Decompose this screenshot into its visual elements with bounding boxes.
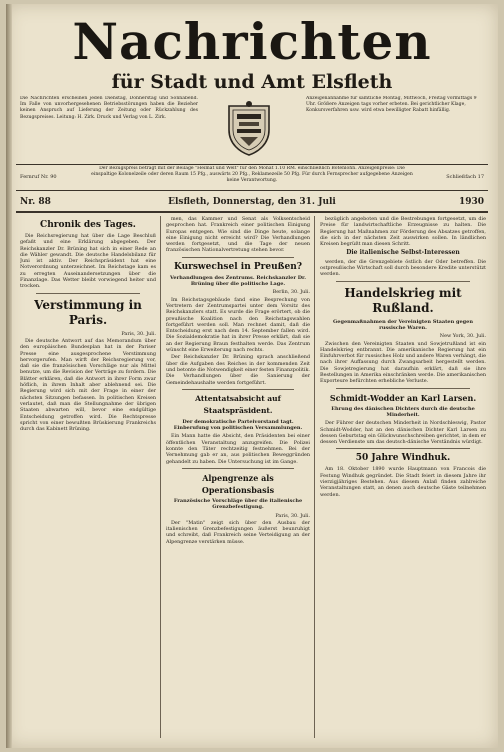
- article-heading: Handelskrieg mit Rußland.: [344, 285, 462, 315]
- article-heading: Verstimmung in Paris.: [34, 297, 142, 327]
- article-divider: [36, 293, 140, 294]
- article-text: werden, der die Grenzgebiete östlich der Oder betreffen. Die ostpreußische Wirtschaft soll durch besondere Kredite unterstützt werden.: [320, 258, 486, 278]
- article-divider: [336, 388, 470, 389]
- masthead-subtitle: für Stadt und Amt Elsfleth: [111, 71, 393, 93]
- article-heading: Chronik des Tages.: [40, 220, 136, 230]
- article-text: Am 18. Oktober 1890 wurde Hauptmann von Francois die Festung Windhuk gegründet. Die Stadt feiert in diesem Jahre ihr vierzigjähriges Bestehen. Aus diesem Anlaß finden zahlreiche Veranstaltungen statt, an denen auch deutsche Gäste teilnehmen werden.: [320, 466, 486, 498]
- issue-year: 1930: [458, 197, 484, 207]
- article-divider: [182, 257, 294, 258]
- article-text: Ein Mann hatte die Absicht, den Präsidenten bei einer öffentlichen Veranstaltung anzugreifen. Die Polizei konnte den Täter rechtzeitig festnehmen. Bei der Vernehmung gab er an, aus politischen Beweggründen gehandelt zu haben. Die Untersuchung ist im Gange.: [166, 433, 310, 465]
- issue-number: Nr. 88: [20, 197, 51, 207]
- dateline: [20, 194, 484, 210]
- pricing-notice: Der Bezugspreis beträgt mit der Beilage "Heimat und Welt" für den Monat 1.10 RM. einschließlich Botenlohn. Anzeigenpreise: Die einspaltige Kolonelzeile oder deren Raum 15 Pfg., auswärts 20 Pfg., Reklamezeile 50 Pfg. Für durch Fernsprecher aufgegebene Anzeigen keine Verantwortung.: [91, 166, 413, 183]
- article-text: bezüglich angeboten und die Bestrebungen fortgesetzt, um die Preise für landwirtschaftliche Erzeugnisse zu halten. Die Regierung hat Maßnahmen zur Förderung des Absatzes getroffen, die sich in der nächsten Zeit auswirken sollen. In ländlichen Kreisen begrüßt man diesen Schritt.: [320, 216, 486, 248]
- article-divider: [336, 448, 470, 449]
- newspaper-page: [6, 4, 498, 748]
- column-3: [320, 216, 486, 740]
- publication-notice: Die Nachrichten erscheinen jeden Dienstag, Donnerstag und Sonnabend. Im Falle von unvorhergesehenen Betriebsstörungen haben die Bezieher keinen Anspruch auf Lieferung der Zeitung oder Rückzahlung des Bezugspreises. Leitung: H. Zirk. Druck und Verlag von L. Zirk.: [20, 96, 198, 120]
- article-dateline: Paris, 30. Juli.: [121, 330, 156, 337]
- column-2: [166, 216, 310, 740]
- coat-of-arms-icon: [220, 100, 278, 158]
- article-dateline: New York, 30. Juli.: [439, 333, 486, 340]
- article-heading: 50 Jahre Windhuk.: [355, 453, 451, 464]
- article-deck: Französische Vorschläge über die italienische Grenzbefestigung.: [173, 497, 303, 511]
- issue-date: Elsfleth, Donnerstag, den 31. Juli: [168, 197, 336, 207]
- article-deck: Verhandlungen des Zentrums. Reichskanzler Dr. Brüning über die politische Lage.: [170, 274, 306, 288]
- article-heading: Attentatsabsicht auf Staatspräsident.: [195, 393, 281, 415]
- article-text: Zwischen den Vereinigten Staaten und Sowjetrußland ist ein Handelskrieg entbrannt. Die amerikanische Regierung hat ein Einfuhrverbot für russisches Holz und andere Waren verhängt, die nach ihrer Auffassung durch Zwangsarbeit hergestellt werden. Die Sowjetregierung hat daraufhin erklärt, daß sie ihre Bestellungen in Amerika einschränken werde. Die amerikanischen Exporteure befürchten erhebliche Verluste.: [320, 340, 486, 385]
- advertising-notice: Anzeigenannahme für sämtliche Montag, Mittwoch, Freitag vormittags 9 Uhr. Größere Anzeigen tags vorher erbeten. Bei gerichtlicher Klage, Konkursverfahren usw. wird etwa bewilligter Rabatt hinfällig.: [306, 96, 477, 114]
- article-heading: Alpengrenze als Operationsbasis: [201, 472, 275, 495]
- article-text: men, das Kammer und Senat als Volksentscheid gesprochen hat. Frankreich einer politischen Einigung Europas entgegen. Wie sind die Dinge heute, solange eine Einigung nicht erreicht wird? Die Verhandlungen werden fortgesetzt, und die Tage der neuen französischen Nationalvertretung stehen bevor.: [166, 216, 310, 254]
- phone-number: Fernruf Nr. 90: [20, 174, 57, 180]
- article-text: Im Reichstagsgebäude fand eine Besprechung von Vertretern der Zentrumspartei unter dem Vorsitz des Reichskanzlers statt. Es wurde die Frage erörtert, ob die preußische Koalition nach den Reichstagswahlen fortgeführt werden soll. Man rechnet damit, daß die Entscheidung erst nach dem 14. September fallen wird. Die Sozialdemokratie hat in ihrer Presse erklärt, daß sie an der Regierung Braun festhalten werde. Das Zentrum wünscht eine Erweiterung nach rechts.: [166, 296, 310, 354]
- article-divider: [336, 281, 470, 282]
- header-rule-top: [16, 164, 488, 165]
- column-1: [20, 216, 156, 740]
- article-text: Der Reichskanzler Dr. Brüning sprach anschließend über die Aufgaben des Reiches in der kommenden Zeit und betonte die Notwendigkeit einer festen Finanzpolitik. Die Verhandlungen über die Sanierung der Gemeindehaushalte werden fortgeführt.: [166, 354, 310, 386]
- article-deck: Ehrung des dänischen Dichters durch die deutsche Minderheit.: [331, 405, 475, 418]
- article-divider: [182, 389, 294, 390]
- header-rule-bottom: [16, 211, 488, 213]
- page-spine: [6, 4, 12, 748]
- column-separator: [314, 216, 315, 738]
- header-rule-mid: [16, 190, 488, 191]
- masthead-title: Nachrichten: [72, 14, 432, 70]
- subscription-bar: [20, 166, 484, 188]
- article-deck: Gegenmaßnahmen der Vereinigten Staaten gegen russische Waren.: [333, 318, 473, 331]
- article-deck: Die italienische Selbst-Interessen: [346, 249, 460, 257]
- article-heading: Schmidt-Wodder an Karl Larsen.: [329, 392, 477, 403]
- article-dateline: Paris, 30. Juli.: [275, 512, 310, 519]
- article-text: Die deutsche Antwort auf das Memorandum über den europäischen Bundesplan hat in der Pariser Presse eine ausgesprochene Verstimmung hervorgerufen. Man wirft der Reichsregierung vor, daß sie die französischen Vorschläge nur als Mittel benutze, um die Revision der Verträge zu fordern. Die Blätter erklären, daß die Antwort in ihrer Form zwar höflich, in ihrem Inhalt aber ablehnend sei. Die Regierung wird sich mit der Frage in einer der nächsten Sitzungen befassen. In politischen Kreisen verlautet, daß man die Stellungnahme der übrigen Staaten abwarten will, bevor eine endgültige Entscheidung getroffen wird. Die Rechtspresse spricht von einer bewußten Brüskierung Frankreichs durch das Kabinett Brüning.: [20, 337, 156, 433]
- article-text: Der "Matin" zeigt sich über den Ausbau der italienischen Grenzbefestigungen äußerst beunruhigt und schreibt, daß Frankreich seine Verteidigung an der Alpengrenze verstärken müsse.: [166, 519, 310, 545]
- po-box: Schließfach 17: [446, 174, 484, 180]
- article-text: Die Reichsregierung hat über die Lage Beschluß gefaßt und eine Erklärung abgegeben. Der Reichskanzler Dr. Brüning hat sich in einer Rede an die Wähler gewandt. Die deutsche Handelsbilanz für Juni ist aktiv. Der Reichspräsident hat eine Notverordnung unterzeichnet. Im Reichstage kam es zu erregten Auseinandersetzungen über die Finanzlage. Das Wetter bleibt vorwiegend heiter und trocken.: [20, 233, 156, 290]
- article-dateline: Berlin, 30. Juli.: [272, 289, 310, 296]
- article-text: Der Führer der deutschen Minderheit in Nordschleswig, Pastor Schmidt-Wodder, hat an den dänischen Dichter Karl Larsen zu dessen Geburtstag ein Glückwunschschreiben gerichtet, in dem er dessen Verdienste um das deutsch-dänische Verständnis würdigt.: [320, 420, 486, 446]
- column-separator: [160, 216, 161, 738]
- article-deck: Der demokratische Parteivorstand tagt. Einberufung von politischen Versammlungen.: [173, 418, 303, 432]
- article-heading: Kurswechsel in Preußen?: [173, 261, 303, 272]
- article-divider: [182, 468, 294, 469]
